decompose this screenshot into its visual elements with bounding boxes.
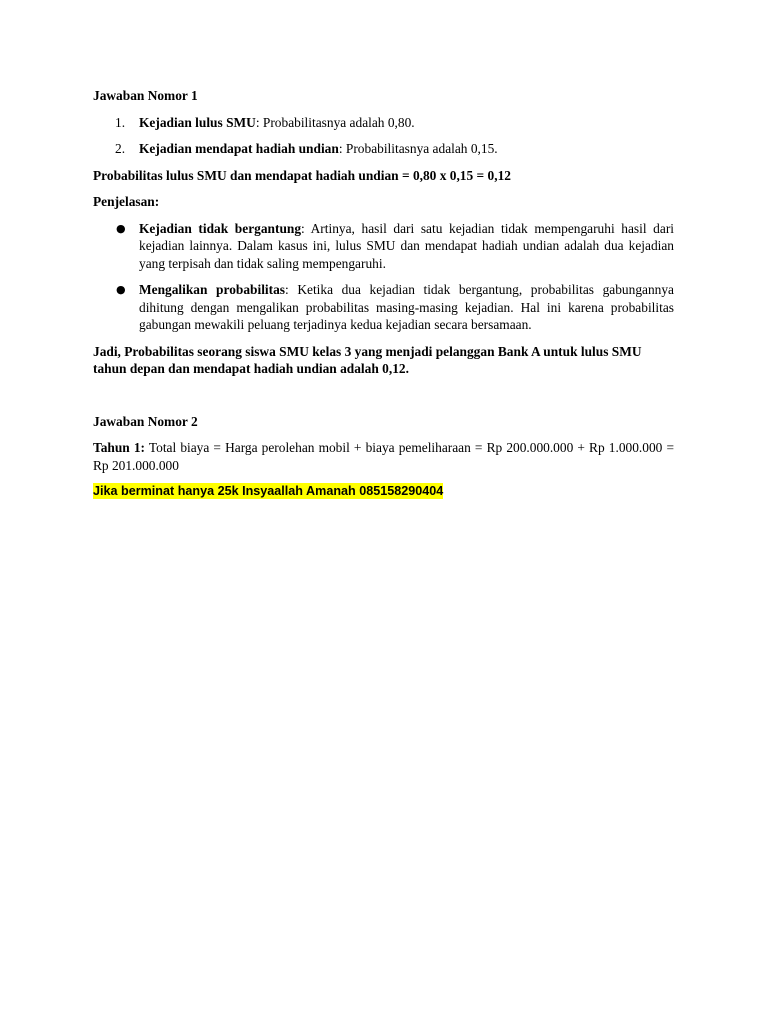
- list-term: Kejadian lulus SMU: [139, 114, 256, 130]
- event-list: [93, 114, 674, 158]
- year-text: Total biaya = Harga perolehan mobil + biaya pemeliharaan = Rp 200.000.000 + Rp 1.000.000 = Rp 201.000.000: [93, 440, 675, 473]
- year1-paragraph: [93, 439, 674, 474]
- list-number: 2.: [115, 141, 126, 156]
- year-label: Tahun 1:: [93, 440, 146, 455]
- list-item: [93, 114, 674, 132]
- section2-heading: Jawaban Nomor 2: [93, 413, 198, 429]
- list-text: : Probabilitasnya adalah 0,15.: [338, 141, 498, 156]
- explanation-label: Penjelasan:: [93, 194, 160, 209]
- list-term: Kejadian mendapat hadiah undian: [139, 141, 339, 156]
- section1-heading: Jawaban Nomor 1: [93, 88, 198, 103]
- promo-line: [93, 483, 674, 501]
- list-item: [93, 281, 674, 334]
- promo-highlight: Jika berminat hanya 25k Insyaallah Amanah 085158290404: [93, 484, 444, 498]
- document-page: [93, 87, 674, 501]
- section-spacer: [93, 387, 674, 413]
- formula-line: Probabilitas lulus SMU dan mendapat hadiah undian = 0,80 x 0,15 = 0,12: [93, 167, 511, 183]
- list-number: 1.: [115, 114, 126, 130]
- bullet-text: : Artinya, hasil dari satu kejadian tidak mempengaruhi hasil dari kejadian lainnya. Dalam kasus ini, lulus SMU dan mendapat hadiah undian adalah dua kejadian yang terpisah dan tidak saling mempengaruhi.: [139, 220, 674, 271]
- explanation-list: [93, 220, 674, 334]
- bullet-text: : Ketika dua kejadian tidak bergantung, probabilitas gabungannya dihitung dengan mengalikan probabilitas masing-masing kejadian. Hal ini karena probabilitas gabungan mewakili peluang terjadinya kedua kejadian secara bersamaan.: [139, 282, 674, 332]
- list-text: : Probabilitasnya adalah 0,80.: [255, 114, 415, 130]
- bullet-icon: ●: [116, 221, 126, 235]
- bullet-term: Mengalikan probabilitas: [139, 282, 286, 297]
- bullet-term: Kejadian tidak bergantung: [139, 220, 302, 236]
- list-item: [93, 140, 674, 158]
- list-item: [93, 220, 674, 273]
- conclusion-paragraph: Jadi, Probabilitas seorang siswa SMU kelas 3 yang menjadi pelanggan Bank A untuk lulus SMU tahun depan dan mendapat hadiah undian adalah 0,12.: [93, 343, 642, 376]
- bullet-icon: ●: [116, 283, 126, 296]
